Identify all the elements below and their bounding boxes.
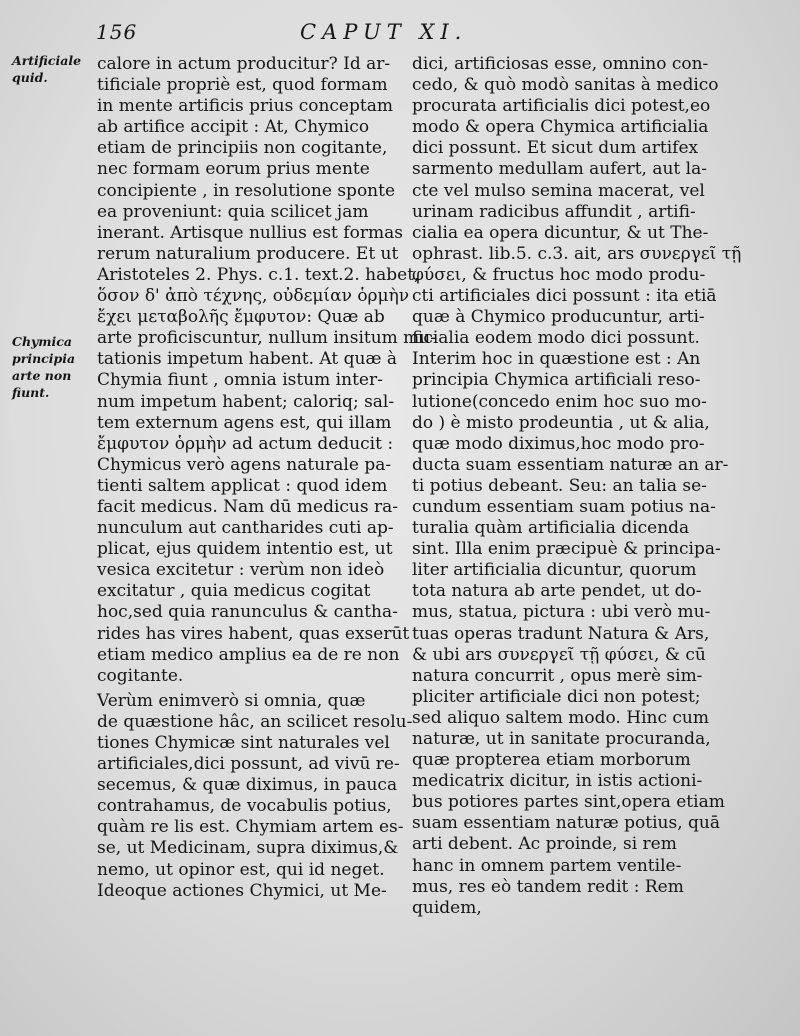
text-line: cogitante.	[97, 665, 184, 686]
marginal-note-line: Chymica	[12, 334, 72, 349]
marginal-note-line: arte non	[12, 368, 72, 383]
text-line: medicatrix dicitur, in istis actioni-	[412, 771, 703, 792]
text-line: quæ modo diximus,hoc modo pro-	[412, 433, 705, 454]
text-line: ficialia eodem modo dici possunt.	[412, 328, 700, 349]
text-line: suam essentiam naturæ potius, quā	[412, 813, 720, 834]
text-line: quæ à Chymico producuntur, arti-	[412, 307, 705, 328]
text-line: etiam medico amplius ea de re non	[97, 644, 400, 665]
text-line: cundum essentiam suam potius na-	[412, 496, 716, 517]
text-line: lutione(concedo enim hoc suo mo-	[412, 391, 707, 412]
text-line: inerant. Artisque nullius est formas	[97, 222, 403, 243]
text-line: do ) è misto prodeuntia , ut & alia,	[412, 412, 710, 433]
marginal-note-chymica	[12, 333, 92, 401]
text-line: mus, res eò tandem redit : Rem	[412, 876, 684, 897]
text-line: principia Chymica artificiali reso-	[412, 370, 701, 391]
text-line: cti artificiales dici possunt : ita etiā	[412, 286, 717, 307]
text-line: tienti saltem applicat : quod idem	[97, 475, 388, 496]
text-line: rerum naturalium producere. Et ut	[97, 243, 399, 264]
text-line: ab artifice accipit : At, Chymico	[97, 117, 370, 138]
text-line: hanc in omnem partem ventile-	[412, 855, 682, 876]
marginal-note-line: quid.	[12, 70, 48, 85]
marginal-note-artificiale	[12, 52, 92, 86]
text-line: tem externum agens est, qui illam	[97, 412, 392, 433]
text-line: arte proficiscuntur, nullum insitum mu-	[97, 328, 436, 349]
text-line: ἔχει μεταβολῆς ἔμφυτον: Quæ ab	[97, 307, 385, 328]
text-line: ὅσον δ' ἀπὸ τέχνης, οὐδεμίαν ὁρμὴν	[97, 286, 410, 307]
text-line: plicat, ejus quidem intentio est, ut	[97, 539, 393, 560]
marginal-note-line: principia	[12, 351, 76, 366]
text-line: de quæstione hâc, an scilicet resolu-	[97, 711, 413, 732]
text-line: & ubi ars συνεργεῖ τῇ φύσει, & cū	[412, 644, 706, 665]
marginal-note-line: Artificiale	[12, 53, 82, 68]
text-line: tiones Chymicæ sint naturales vel	[97, 733, 390, 753]
text-line: procurata artificialis dici potest,eo	[412, 96, 711, 117]
text-line: mus, statua, pictura : ubi verò mu-	[412, 602, 711, 623]
text-line: contrahamus, de vocabulis potius,	[97, 796, 392, 817]
text-line: pliciter artificiale dici non potest;	[412, 686, 701, 707]
text-line: concipiente , in resolutione sponte	[97, 180, 396, 201]
text-line: modo & opera Chymica artificialia	[412, 117, 709, 138]
text-line: ea proveniunt: quia scilicet jam	[97, 201, 369, 222]
text-line: dici possunt. Et sicut dum artifex	[412, 138, 699, 159]
text-line: in mente artificis prius conceptam	[97, 96, 393, 117]
text-line: urinam radicibus affundit , artifi-	[412, 201, 696, 222]
text-line: rides has vires habent, quas exserūt	[97, 623, 410, 644]
text-line: Verùm enimverò si omnia, quæ	[97, 690, 366, 711]
text-line: φύσει, & fructus hoc modo produ-	[412, 264, 706, 285]
text-line: Ideoque actiones Chymici, ut Me-	[97, 880, 387, 901]
text-line: nunculum aut cantharides cuti ap-	[97, 518, 394, 539]
text-line: Aristoteles 2. Phys. c.1. text.2. habet,	[97, 264, 420, 285]
text-line: excitatur , quia medicus cogitat	[97, 581, 371, 602]
text-line: ti potius debeant. Seu: an talia se-	[412, 475, 707, 496]
text-line: Chymicus verò agens naturale pa-	[97, 454, 392, 475]
text-line: turalia quàm artificialia dicenda	[412, 518, 690, 539]
left-text-column	[97, 54, 436, 902]
text-line: ducta suam essentiam naturæ an ar-	[412, 454, 729, 475]
text-line: hoc,sed quia ranunculus & cantha-	[97, 602, 398, 623]
text-line: Chymia fiunt , omnia istum inter-	[97, 370, 383, 391]
text-line: ophrast. lib.5. c.3. ait, ars συνεργεῖ τῇ	[412, 243, 742, 264]
text-line: calore in actum producitur? Id ar-	[97, 54, 391, 74]
text-line: natura concurrit , opus merè sim-	[412, 665, 703, 686]
text-line: arti debent. Ac proinde, si rem	[412, 834, 677, 855]
text-line: se, ut Medicinam, supra diximus,&	[97, 838, 399, 859]
text-line: cedo, & quò modò sanitas à medico	[412, 75, 719, 96]
text-line: secemus, & quæ diximus, in pauca	[97, 775, 398, 796]
text-line: cte vel mulso semina macerat, vel	[412, 180, 705, 201]
page-number: 156	[96, 20, 138, 44]
text-line: tificiale propriè est, quod formam	[97, 75, 388, 96]
running-head: CAPUT XI.	[300, 20, 468, 44]
marginal-note-line: fiunt.	[12, 385, 50, 400]
text-line: quidem,	[412, 897, 482, 918]
text-line: artificiales,dici possunt, ad vivū re-	[97, 754, 400, 775]
text-line: etiam de principiis non cogitante,	[97, 138, 388, 159]
text-line: ἔμφυτον ὁρμὴν ad actum deducit :	[97, 433, 394, 454]
text-line: naturæ, ut in sanitate procuranda,	[412, 729, 711, 749]
text-line: nec formam eorum prius mente	[97, 159, 370, 180]
text-line: cialia ea opera dicuntur, & ut The-	[412, 222, 709, 243]
text-line: Interim hoc in quæstione est : An	[412, 349, 701, 370]
text-line: sed aliquo saltem modo. Hinc cum	[412, 707, 709, 728]
text-line: tationis impetum habent. At quæ à	[97, 349, 397, 370]
text-line: dici, artificiosas esse, omnino con-	[412, 54, 709, 74]
text-line: facit medicus. Nam dū medicus ra-	[97, 496, 398, 517]
text-line: vesica excitetur : verùm non ideò	[97, 560, 385, 581]
text-line: bus potiores partes sint,opera etiam	[412, 792, 725, 813]
text-line: num impetum habent; caloriq; sal-	[97, 391, 395, 412]
text-line: tuas operas tradunt Natura & Ars,	[412, 623, 710, 644]
text-line: sarmento medullam aufert, aut la-	[412, 159, 707, 180]
text-line: sint. Illa enim præcipuè & principa-	[412, 539, 721, 560]
right-text-column	[412, 54, 742, 919]
text-line: quàm re lis est. Chymiam artem es-	[97, 817, 404, 838]
text-line: liter artificialia dicuntur, quorum	[412, 560, 697, 581]
text-line: nemo, ut opinor est, qui id neget.	[97, 859, 385, 880]
text-line: tota natura ab arte pendet, ut do-	[412, 581, 702, 602]
text-line: quæ propterea etiam morborum	[412, 750, 691, 771]
